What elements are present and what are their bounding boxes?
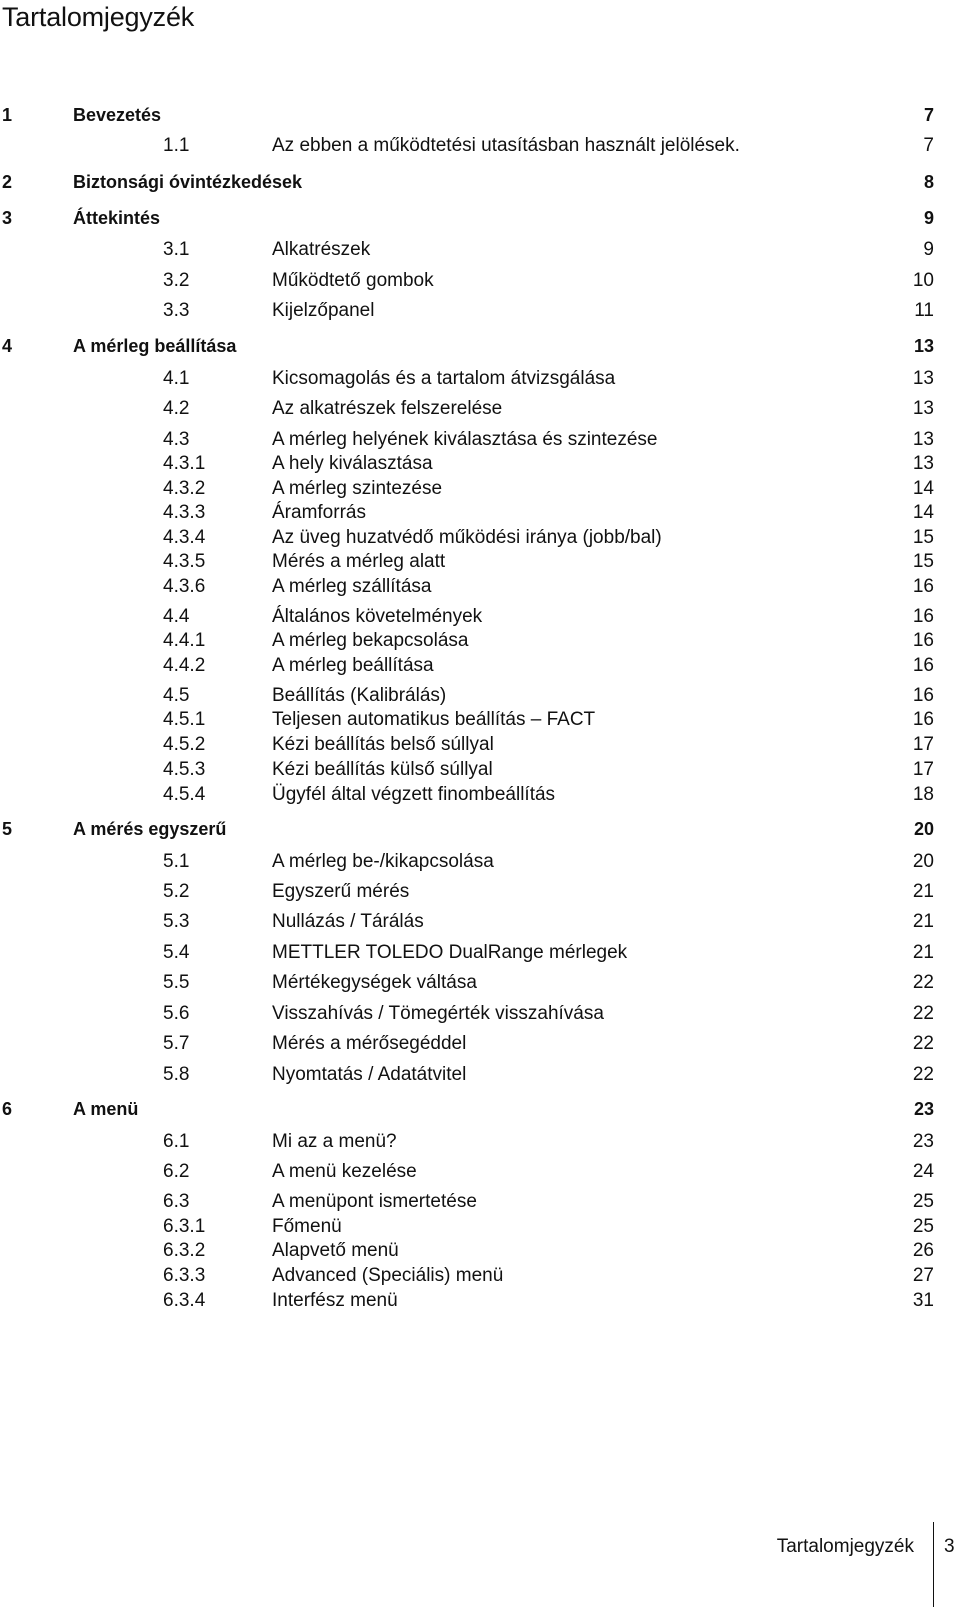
toc-entry-page: 8 — [923, 172, 934, 192]
toc-section-row[interactable] — [0, 910, 960, 934]
footer-section-label: Tartalomjegyzék — [776, 1536, 914, 1557]
toc-entry-title: A mérleg bekapcsolása — [272, 630, 469, 651]
toc-entry-title: A mérleg beállítása — [73, 336, 237, 356]
toc-entry-title: Mi az a menü? — [272, 1131, 397, 1152]
toc-entry-number: 3 — [2, 208, 13, 228]
toc-entry-page: 14 — [912, 478, 934, 499]
toc-entry-title: Alapvető menü — [272, 1240, 399, 1261]
toc-entry-page: 13 — [912, 368, 934, 389]
toc-entry-number: 4 — [2, 336, 13, 356]
toc-entry-title: Visszahívás / Tömegérték visszahívása — [272, 1003, 604, 1024]
toc-entry-page: 7 — [923, 105, 934, 125]
toc-section-row[interactable] — [0, 1215, 960, 1239]
toc-entry-page: 13 — [912, 453, 934, 474]
toc-entry-number: 6.1 — [163, 1131, 190, 1152]
page-title: Tartalomjegyzék — [2, 2, 195, 32]
toc-entry-page: 31 — [912, 1290, 934, 1311]
toc-entry-number: 4.3 — [163, 429, 190, 450]
toc-entry-title: Nullázás / Tárálás — [272, 911, 424, 932]
toc-entry-number: 6.3.2 — [163, 1240, 206, 1261]
toc-chapter-row[interactable] — [0, 817, 960, 841]
toc-section-row[interactable] — [0, 1289, 960, 1313]
toc-entry-title: A mérleg szállítása — [272, 576, 432, 597]
toc-entry-page: 16 — [912, 576, 934, 597]
footer-page-number: 3 — [944, 1536, 955, 1557]
toc-entry-number: 3.1 — [163, 239, 190, 260]
toc-entry-number: 1 — [2, 105, 13, 125]
toc-section-row[interactable] — [0, 733, 960, 757]
toc-entry-page: 23 — [913, 1099, 934, 1119]
toc-entry-page: 13 — [912, 398, 934, 419]
toc-section-row[interactable] — [0, 1190, 960, 1214]
toc-entry-number: 4.3.4 — [163, 527, 206, 548]
toc-chapter-row[interactable] — [0, 206, 960, 230]
toc-section-row[interactable] — [0, 501, 960, 525]
toc-entry-page: 10 — [912, 270, 934, 291]
toc-entry-title: Működtető gombok — [272, 270, 434, 291]
toc-entry-title: Bevezetés — [73, 105, 162, 125]
toc-section-row[interactable] — [0, 605, 960, 629]
toc-entry-number: 4.2 — [163, 398, 190, 419]
toc-chapter-row[interactable] — [0, 334, 960, 358]
toc-section-row[interactable] — [0, 1264, 960, 1288]
toc-entry-page: 25 — [912, 1216, 934, 1237]
toc-entry-page: 22 — [912, 1033, 934, 1054]
toc-section-row[interactable] — [0, 880, 960, 904]
toc-entry-number: 6 — [2, 1099, 13, 1119]
toc-entry-title: A menü kezelése — [272, 1161, 417, 1182]
toc-entry-page: 17 — [912, 734, 934, 755]
toc-section-row[interactable] — [0, 550, 960, 574]
toc-section-row[interactable] — [0, 452, 960, 476]
toc-section-row[interactable] — [0, 367, 960, 391]
toc-chapter-row[interactable] — [0, 103, 960, 127]
toc-entry-title: Teljesen automatikus beállítás – FACT — [272, 709, 596, 730]
toc-entry-title: Nyomtatás / Adatátvitel — [272, 1064, 467, 1085]
toc-entry-title: Az alkatrészek felszerelése — [272, 398, 503, 419]
toc-entry-title: A mérleg beállítása — [272, 655, 434, 676]
toc-section-row[interactable] — [0, 1130, 960, 1154]
toc-section-row[interactable] — [0, 708, 960, 732]
toc-entry-title: Kijelzőpanel — [272, 300, 375, 321]
toc-section-row[interactable] — [0, 850, 960, 874]
toc-entry-number: 6.2 — [163, 1161, 190, 1182]
footer-divider — [933, 1522, 934, 1607]
toc-entry-number: 6.3.3 — [163, 1265, 206, 1286]
toc-section-row[interactable] — [0, 654, 960, 678]
toc-entry-title: Alkatrészek — [272, 239, 371, 260]
toc-section-row[interactable] — [0, 758, 960, 782]
toc-section-row[interactable] — [0, 941, 960, 965]
toc-entry-page: 22 — [912, 972, 934, 993]
toc-entry-page: 16 — [912, 709, 934, 730]
toc-entry-title: A mérleg szintezése — [272, 478, 443, 499]
toc-entry-title: Mértékegységek váltása — [272, 972, 477, 993]
toc-entry-title: A mérés egyszerű — [73, 819, 227, 839]
toc-entry-page: 21 — [912, 881, 934, 902]
toc-section-row[interactable] — [0, 1160, 960, 1184]
toc-entry-number: 4.5 — [163, 685, 190, 706]
toc-entry-number: 2 — [2, 172, 13, 192]
toc-entry-number: 4.5.3 — [163, 759, 206, 780]
toc-section-row[interactable] — [0, 299, 960, 323]
toc-entry-title: Mérés a mérősegéddel — [272, 1033, 467, 1054]
toc-entry-number: 4.1 — [163, 368, 190, 389]
toc-entry-number: 5.7 — [163, 1033, 190, 1054]
toc-entry-number: 5.5 — [163, 972, 190, 993]
toc-entry-page: 26 — [912, 1240, 934, 1261]
toc-entry-number: 6.3.1 — [163, 1216, 206, 1237]
toc-section-row[interactable] — [0, 428, 960, 452]
toc-section-row[interactable] — [0, 1032, 960, 1056]
toc-section-row[interactable] — [0, 629, 960, 653]
toc-section-row[interactable] — [0, 1002, 960, 1026]
toc-section-row[interactable] — [0, 783, 960, 807]
toc-entry-title: Áramforrás — [272, 502, 366, 523]
toc-entry-page: 24 — [912, 1161, 934, 1182]
toc-entry-title: Advanced (Speciális) menü — [272, 1265, 504, 1286]
toc-entry-title: A mérleg be-/kikapcsolása — [272, 851, 494, 872]
toc-entry-page: 25 — [912, 1191, 934, 1212]
toc-entry-title: Egyszerű mérés — [272, 881, 410, 902]
toc-entry-page: 9 — [923, 208, 934, 228]
toc-entry-page: 20 — [913, 819, 934, 839]
toc-section-row[interactable] — [0, 1063, 960, 1087]
toc-section-row[interactable] — [0, 526, 960, 550]
toc-entry-title: Ügyfél által végzett finombeállítás — [272, 784, 556, 805]
toc-section-row[interactable] — [0, 1239, 960, 1263]
toc-entry-number: 6.3 — [163, 1191, 190, 1212]
toc-entry-title: Mérés a mérleg alatt — [272, 551, 446, 572]
toc-entry-number: 4.4.2 — [163, 655, 206, 676]
toc-entry-title: A mérleg helyének kiválasztása és szintezése — [272, 429, 658, 450]
toc-entry-number: 4.3.1 — [163, 453, 206, 474]
toc-section-row[interactable] — [0, 971, 960, 995]
toc-entry-number: 5.1 — [163, 851, 190, 872]
toc-entry-page: 22 — [912, 1064, 934, 1085]
toc-entry-number: 5 — [2, 819, 13, 839]
toc-entry-number: 4.3.6 — [163, 576, 206, 597]
toc-entry-title: A menü — [73, 1099, 139, 1119]
toc-entry-page: 16 — [912, 606, 934, 627]
toc-entry-page: 11 — [914, 300, 934, 321]
toc-entry-number: 3.3 — [163, 300, 190, 321]
toc-entry-number: 5.8 — [163, 1064, 190, 1085]
toc-entry-page: 17 — [912, 759, 934, 780]
toc-section-row[interactable] — [0, 684, 960, 708]
toc-entry-page: 23 — [912, 1131, 934, 1152]
toc-entry-page: 21 — [912, 942, 934, 963]
toc-section-row[interactable] — [0, 575, 960, 599]
toc-entry-title: Főmenü — [272, 1216, 342, 1237]
toc-entry-page: 20 — [912, 851, 934, 872]
toc-entry-title: Általános követelmények — [272, 606, 483, 627]
toc-entry-page: 9 — [923, 239, 934, 260]
toc-section-row[interactable] — [0, 269, 960, 293]
toc-entry-page: 21 — [912, 911, 934, 932]
toc-entry-number: 1.1 — [163, 135, 190, 156]
toc-entry-title: Kicsomagolás és a tartalom átvizsgálása — [272, 368, 616, 389]
toc-entry-title: Kézi beállítás belső súllyal — [272, 734, 494, 755]
toc-entry-page: 16 — [912, 630, 934, 651]
toc-entry-number: 5.3 — [163, 911, 190, 932]
toc-entry-page: 15 — [912, 527, 934, 548]
toc-section-row[interactable] — [0, 238, 960, 262]
toc-entry-title: Áttekintés — [73, 208, 161, 228]
toc-entry-number: 5.6 — [163, 1003, 190, 1024]
toc-entry-number: 4.3.5 — [163, 551, 206, 572]
toc-entry-number: 4.5.1 — [163, 709, 206, 730]
toc-entry-page: 22 — [912, 1003, 934, 1024]
toc-entry-number: 5.4 — [163, 942, 190, 963]
toc-entry-title: A hely kiválasztása — [272, 453, 433, 474]
toc-entry-title: Biztonsági óvintézkedések — [73, 172, 303, 192]
toc-entry-number: 6.3.4 — [163, 1290, 206, 1311]
toc-entry-number: 4.4.1 — [163, 630, 206, 651]
toc-entry-number: 4.4 — [163, 606, 190, 627]
toc-entry-page: 27 — [912, 1265, 934, 1286]
toc-section-row[interactable] — [0, 134, 960, 158]
toc-entry-number: 3.2 — [163, 270, 190, 291]
toc-entry-number: 4.5.4 — [163, 784, 206, 805]
toc-entry-number: 5.2 — [163, 881, 190, 902]
toc-entry-number: 4.3.3 — [163, 502, 206, 523]
toc-entry-page: 13 — [913, 336, 934, 356]
toc-entry-page: 14 — [912, 502, 934, 523]
toc-chapter-row[interactable] — [0, 170, 960, 194]
toc-section-row[interactable] — [0, 397, 960, 421]
toc-entry-title: A menüpont ismertetése — [272, 1191, 477, 1212]
toc-entry-number: 4.5.2 — [163, 734, 206, 755]
toc-entry-page: 16 — [912, 685, 934, 706]
toc-entry-title: Interfész menü — [272, 1290, 398, 1311]
toc-entry-page: 18 — [912, 784, 934, 805]
toc-entry-title: Kézi beállítás külső súllyal — [272, 759, 493, 780]
toc-entry-page: 13 — [912, 429, 934, 450]
toc-entry-title: METTLER TOLEDO DualRange mérlegek — [272, 942, 628, 963]
toc-entry-page: 16 — [912, 655, 934, 676]
toc-entry-page: 15 — [912, 551, 934, 572]
toc-entry-page: 7 — [923, 135, 934, 156]
toc-section-row[interactable] — [0, 477, 960, 501]
toc-entry-number: 4.3.2 — [163, 478, 206, 499]
toc-entry-title: Az üveg huzatvédő működési iránya (jobb/bal) — [272, 527, 662, 548]
toc-chapter-row[interactable] — [0, 1097, 960, 1121]
toc-entry-title: Az ebben a működtetési utasításban használt jelölések. — [272, 135, 740, 156]
toc-entry-title: Beállítás (Kalibrálás) — [272, 685, 447, 706]
